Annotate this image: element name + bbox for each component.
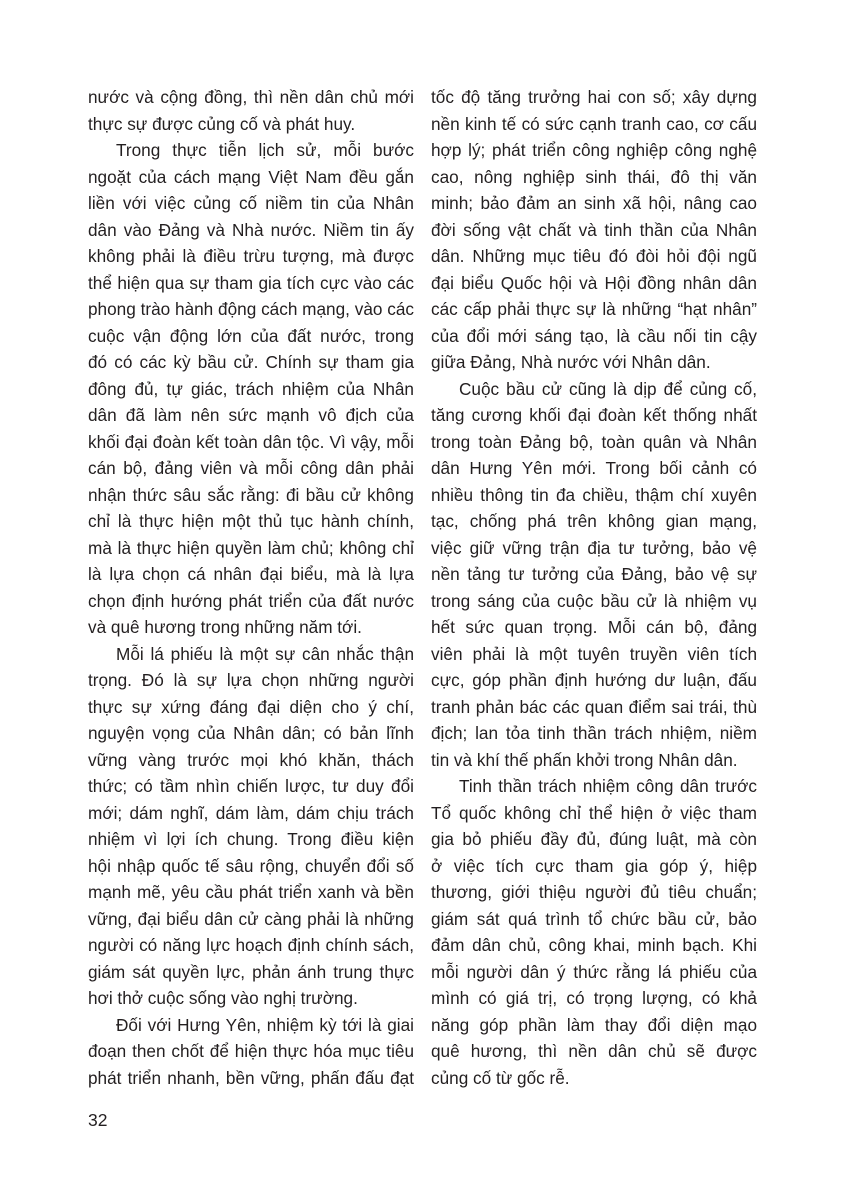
paragraph	[88, 641, 414, 1012]
paragraph	[88, 137, 414, 641]
text-line: cao, nông nghiệp sinh thái, đô thị văn	[431, 166, 757, 187]
paragraph	[431, 773, 757, 1091]
paragraph	[431, 84, 757, 376]
text-line: thức; có tầm nhìn chiến lược, tư duy đổi	[88, 776, 414, 796]
text-line: hết sức quan trọng. Mỗi cán bộ, đảng	[431, 617, 757, 637]
text-line: phát triển nhanh, bền vững, phấn đấu đạt	[88, 1067, 414, 1088]
text-line: nguyện vọng của Nhân dân; có bản lĩnh	[88, 723, 414, 743]
text-line: ngoặt của cách mạng Việt Nam đều gắn	[88, 166, 414, 187]
text-line: vững, đại biểu dân cử càng phải là những	[88, 908, 414, 929]
text-column-right	[431, 84, 757, 1091]
text-line: dân đã làm nên sức mạnh vô địch của	[88, 405, 414, 425]
text-line: minh; bảo đảm an sinh xã hội, nâng cao	[431, 193, 757, 213]
text-line: trọng. Đó là sự lựa chọn những người	[88, 670, 414, 690]
text-line: giám sát quá trình tổ chức bầu cử, bảo	[431, 908, 757, 929]
text-line: gia bỏ phiếu đầy đủ, đúng luật, mà còn	[431, 829, 757, 849]
text-line: năng góp phần làm thay đổi diện mạo	[431, 1014, 757, 1035]
text-line: dân Hưng Yên mới. Trong bối cảnh có	[431, 458, 757, 478]
text-line: tăng cương khối đại đoàn kết thống nhất	[431, 405, 757, 425]
text-line: trong toàn Đảng bộ, toàn quân và Nhân	[431, 431, 757, 452]
text-line: đó có các kỳ bầu cử. Chính sự tham gia	[88, 352, 414, 372]
paragraph	[431, 376, 757, 774]
text-line: thực sự được củng cố và phát huy.	[88, 113, 356, 134]
paragraph	[88, 84, 414, 137]
paragraph	[88, 1012, 414, 1092]
text-line: cuộc vận động lớn của đất nước, trong	[88, 325, 414, 346]
text-line: việc giữ vững trận địa tư tưởng, bảo vệ	[431, 537, 757, 558]
text-line: mạnh mẽ, yêu cầu phát triển xanh và bền	[88, 882, 414, 902]
text-line: dân vào Đảng và Nhà nước. Niềm tin ấy	[88, 219, 414, 240]
text-line: viên phải là một tuyên truyền viên tích	[431, 643, 757, 664]
text-line: tin và khí thế phấn khởi trong Nhân dân.	[431, 749, 738, 770]
text-line: ở việc tích cực tham gia góp ý, hiệp	[431, 855, 757, 876]
text-line: đảm dân chủ, công khai, minh bạch. Khi	[431, 935, 757, 955]
text-line: dân. Những mục tiêu đó đòi hỏi đội ngũ	[431, 246, 757, 266]
text-line: vững vàng trước mọi khó khăn, thách	[88, 749, 414, 770]
text-line: đời sống vật chất và tinh thần của Nhân	[431, 219, 757, 240]
text-line: chọn định hướng phát triển của đất nước	[88, 590, 414, 611]
text-line: địch; lan tỏa tinh thần trách nhiệm, niềm	[431, 723, 757, 743]
text-line: đông đủ, tự giác, trách nhiệm của Nhân	[88, 378, 414, 399]
text-line: và quê hương trong những năm tới.	[88, 617, 362, 637]
text-line: liền với việc củng cố niềm tin của Nhân	[88, 193, 414, 213]
text-line: Trong thực tiễn lịch sử, mỗi bước	[116, 140, 414, 160]
text-line: nền tảng tư tưởng của Đảng, bảo vệ sự	[431, 564, 757, 584]
text-line: các cấp phải thực sự là những “hạt nhân”	[431, 299, 757, 319]
text-line: củng cố từ gốc rễ.	[431, 1067, 570, 1088]
text-line: hơi thở cuộc sống vào nghị trường.	[88, 988, 358, 1008]
text-line: chỉ là thực hiện một thủ tục hành chính,	[88, 511, 414, 531]
text-line: đại biểu Quốc hội và Hội đồng nhân dân	[431, 272, 757, 293]
text-line: thể hiện qua sự tham gia tích cực vào các	[88, 272, 414, 293]
text-line: mà là thực hiện quyền làm chủ; không chỉ	[88, 537, 414, 558]
page-number: 32	[88, 1110, 108, 1130]
text-line: của đổi mới sáng tạo, là cầu nối tin cậy	[431, 325, 757, 346]
text-line: mỗi người dân ý thức rằng lá phiếu của	[431, 961, 757, 982]
text-column-left	[88, 84, 414, 1091]
text-line: khối đại đoàn kết toàn dân tộc. Vì vậy, mỗi	[88, 431, 414, 452]
text-line: Mỗi lá phiếu là một sự cân nhắc thận	[116, 643, 414, 664]
text-line: giữa Đảng, Nhà nước với Nhân dân.	[431, 352, 711, 372]
text-line: đoạn then chốt để hiện thực hóa mục tiêu	[88, 1041, 414, 1061]
text-line: quê hương, thì nền dân chủ sẽ được	[431, 1041, 757, 1061]
text-line: nhiệm vì lợi ích chung. Trong điều kiện	[88, 829, 414, 849]
text-line: hợp lý; phát triển công nghiệp công nghệ	[431, 140, 757, 160]
text-line: không phải là điều trừu tượng, mà được	[88, 246, 414, 266]
text-line: Tổ quốc không chỉ thể hiện ở việc tham	[431, 802, 757, 823]
text-line: cán bộ, đảng viên và mỗi công dân phải	[88, 458, 414, 478]
text-line: cực, góp phần định hướng dư luận, đấu	[431, 670, 757, 690]
text-line: nước và cộng đồng, thì nền dân chủ mới	[88, 87, 414, 107]
text-line: giám sát quyền lực, phản ánh trung thực	[88, 961, 414, 982]
text-line: người có năng lực hoạch định chính sách,	[88, 935, 414, 955]
text-line: nền kinh tế có sức cạnh tranh cao, cơ cấu	[431, 113, 757, 134]
text-line: mình có giá trị, có trọng lượng, có khả	[431, 988, 757, 1008]
text-line: thương, giới thiệu người đủ tiêu chuẩn;	[431, 882, 757, 902]
text-line: là lựa chọn cá nhân đại biểu, mà là lựa	[88, 564, 414, 584]
text-line: mới; dám nghĩ, dám làm, dám chịu trách	[88, 802, 414, 823]
text-line: tốc độ tăng trưởng hai con số; xây dựng	[431, 87, 757, 107]
text-line: hội nhập quốc tế sâu rộng, chuyển đổi số	[88, 855, 414, 876]
text-line: tạc, chống phá trên không gian mạng,	[431, 511, 757, 531]
text-line: phong trào hành động cách mạng, vào các	[88, 299, 414, 319]
text-line: nhận thức sâu sắc rằng: đi bầu cử không	[88, 484, 414, 505]
text-line: Cuộc bầu cử cũng là dịp để củng cố,	[459, 378, 757, 399]
text-line: tranh phản bác các quan điểm sai trái, thù	[431, 696, 757, 717]
text-line: trong sáng của cuộc bầu cử là nhiệm vụ	[431, 590, 757, 611]
text-line: nhiều thông tin đa chiều, thậm chí xuyên	[431, 484, 757, 505]
text-line: Đối với Hưng Yên, nhiệm kỳ tới là giai	[116, 1014, 414, 1035]
text-line: thực sự xứng đáng đại diện cho ý chí,	[88, 696, 414, 717]
text-line: Tinh thần trách nhiệm công dân trước	[459, 776, 757, 796]
